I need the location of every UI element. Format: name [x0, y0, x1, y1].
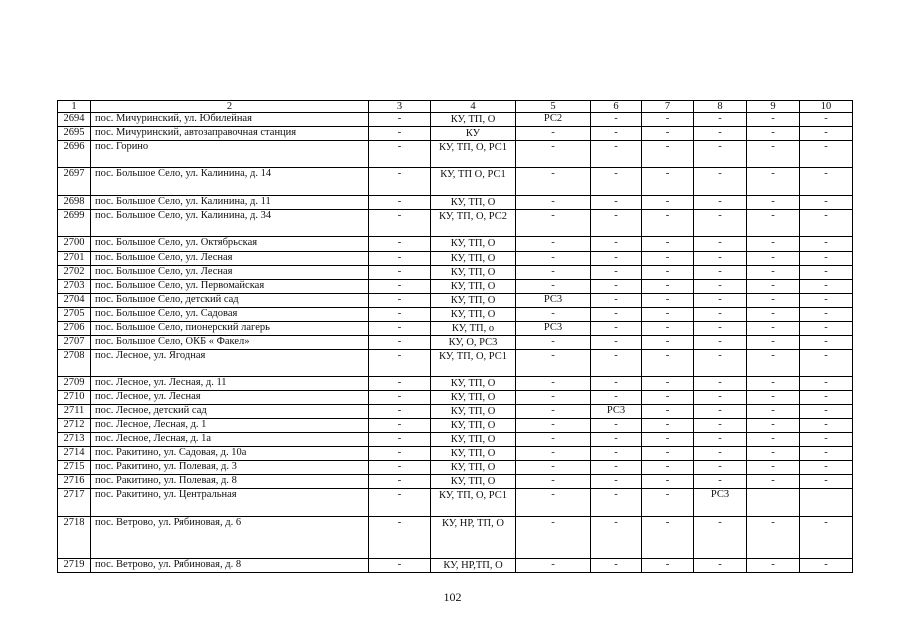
table-cell-col2: пос. Лесное, ул. Лесная: [91, 391, 369, 405]
table-cell-col5: -: [516, 196, 591, 210]
table-cell-col4: КУ, О, РС3: [431, 336, 516, 350]
table-cell-col10: -: [800, 141, 853, 168]
table-cell-col7: -: [642, 391, 694, 405]
table-row: [58, 196, 853, 210]
table-cell-col9: -: [747, 294, 800, 308]
table-cell-col7: -: [642, 447, 694, 461]
table-cell-col2: пос. Лесное, Лесная, д. 1: [91, 419, 369, 433]
table-row: [58, 141, 853, 168]
table-row: [58, 350, 853, 377]
table-cell-col8: -: [694, 336, 747, 350]
table-cell-col10: -: [800, 266, 853, 280]
table-cell-col4: КУ, ТП, О: [431, 196, 516, 210]
table-cell-col8: -: [694, 308, 747, 322]
table-cell-col2: пос. Большое Село, ул. Садовая: [91, 308, 369, 322]
table-row: [58, 475, 853, 489]
table-cell-col1: 2713: [58, 433, 91, 447]
table-cell-col9: -: [747, 517, 800, 559]
table-cell-col3: -: [369, 350, 431, 377]
table-cell-col10: -: [800, 475, 853, 489]
table-cell-col9: -: [747, 461, 800, 475]
table-cell-col2: пос. Большое Село, ул. Лесная: [91, 266, 369, 280]
table-cell-col5: РС3: [516, 322, 591, 336]
table-cell-col4: КУ, ТП, о: [431, 322, 516, 336]
table-cell-col1: 2707: [58, 336, 91, 350]
table-cell-col2: пос. Большое Село, ул. Калинина, д. 11: [91, 196, 369, 210]
table-cell-col2: пос. Большое Село, ОКБ « Факел»: [91, 336, 369, 350]
table-cell-col3: -: [369, 391, 431, 405]
table-cell-col3: -: [369, 336, 431, 350]
table-cell-col8: РС3: [694, 489, 747, 517]
table-cell-col2: пос. Ветрово, ул. Рябиновая, д. 8: [91, 559, 369, 573]
table-cell-col4: КУ, ТП, О: [431, 294, 516, 308]
table-cell-col2: пос. Лесное, ул. Лесная, д. 11: [91, 377, 369, 391]
table-cell-col3: -: [369, 322, 431, 336]
table-cell-col9: -: [747, 252, 800, 266]
table-cell-col10: -: [800, 127, 853, 141]
table-cell-col10: -: [800, 113, 853, 127]
table-cell-col1: 2697: [58, 168, 91, 196]
table-cell-col7: -: [642, 350, 694, 377]
table-cell-col1: 2702: [58, 266, 91, 280]
table-cell-col1: 2705: [58, 308, 91, 322]
table-cell-col1: 2719: [58, 559, 91, 573]
table-cell-col8: -: [694, 461, 747, 475]
table-cell-col1: 2704: [58, 294, 91, 308]
table-cell-col2: пос. Лесное, детский сад: [91, 405, 369, 419]
table-cell-col3: -: [369, 405, 431, 419]
column-header-10: 10: [800, 101, 853, 113]
table-cell-col1: 2694: [58, 113, 91, 127]
table-cell-col6: -: [591, 308, 642, 322]
table-row: [58, 433, 853, 447]
table-cell-col7: -: [642, 461, 694, 475]
table-cell-col7: -: [642, 252, 694, 266]
table-cell-col8: -: [694, 127, 747, 141]
table-cell-col10: -: [800, 377, 853, 391]
table-cell-col7: -: [642, 475, 694, 489]
table-cell-col8: -: [694, 377, 747, 391]
table-cell-col8: -: [694, 517, 747, 559]
table-cell-col2: пос. Большое Село, ул. Первомайская: [91, 280, 369, 294]
table-cell-col2: пос. Ветрово, ул. Рябиновая, д. 6: [91, 517, 369, 559]
table-cell-col6: -: [591, 559, 642, 573]
table-cell-col9: -: [747, 280, 800, 294]
table-cell-col10: -: [800, 237, 853, 252]
table-cell-col2: пос. Мичуринский, автозаправочная станция: [91, 127, 369, 141]
table-cell-col6: -: [591, 461, 642, 475]
table-cell-col7: -: [642, 322, 694, 336]
table-cell-col3: -: [369, 113, 431, 127]
table-cell-col4: КУ, ТП, О: [431, 461, 516, 475]
table-cell-col10: [800, 489, 853, 517]
table-cell-col8: -: [694, 252, 747, 266]
table-row: [58, 461, 853, 475]
table-row: [58, 237, 853, 252]
table-cell-col8: -: [694, 405, 747, 419]
table-cell-col6: -: [591, 391, 642, 405]
table-cell-col10: -: [800, 252, 853, 266]
column-header-4: 4: [431, 101, 516, 113]
table-row: [58, 336, 853, 350]
table-cell-col9: -: [747, 237, 800, 252]
table-cell-col10: -: [800, 391, 853, 405]
table-cell-col4: КУ, НР, ТП, О: [431, 517, 516, 559]
table-cell-col8: -: [694, 322, 747, 336]
table-cell-col6: -: [591, 517, 642, 559]
table-cell-col5: -: [516, 419, 591, 433]
table-cell-col2: пос. Ракитино, ул. Садовая, д. 10а: [91, 447, 369, 461]
table-cell-col5: -: [516, 336, 591, 350]
table-cell-col4: КУ, ТП, О, РС1: [431, 141, 516, 168]
table-cell-col3: -: [369, 475, 431, 489]
table-cell-col1: 2715: [58, 461, 91, 475]
table-cell-col9: -: [747, 559, 800, 573]
table-cell-col4: КУ, ТП, О: [431, 405, 516, 419]
table-cell-col6: -: [591, 447, 642, 461]
table-cell-col10: -: [800, 433, 853, 447]
table-cell-col3: -: [369, 447, 431, 461]
table-cell-col8: -: [694, 210, 747, 237]
table-cell-col4: КУ, ТП, О: [431, 447, 516, 461]
table-cell-col9: -: [747, 419, 800, 433]
table-row: [58, 294, 853, 308]
table-cell-col3: -: [369, 266, 431, 280]
table-cell-col10: -: [800, 308, 853, 322]
table-cell-col6: -: [591, 168, 642, 196]
table-cell-col7: -: [642, 168, 694, 196]
table-cell-col9: -: [747, 322, 800, 336]
table-cell-col6: -: [591, 433, 642, 447]
table-cell-col5: -: [516, 391, 591, 405]
table-cell-col9: -: [747, 210, 800, 237]
table-cell-col7: -: [642, 294, 694, 308]
table-cell-col6: -: [591, 377, 642, 391]
table-cell-col4: КУ, ТП, О: [431, 237, 516, 252]
table-cell-col4: КУ, ТП, О, РС1: [431, 489, 516, 517]
table-cell-col7: -: [642, 127, 694, 141]
table-cell-col9: -: [747, 196, 800, 210]
table-cell-col8: -: [694, 237, 747, 252]
table-cell-col7: -: [642, 559, 694, 573]
table-cell-col7: -: [642, 517, 694, 559]
table-row: [58, 127, 853, 141]
table-cell-col7: -: [642, 113, 694, 127]
table-cell-col8: -: [694, 294, 747, 308]
table-cell-col1: 2709: [58, 377, 91, 391]
table-row: [58, 308, 853, 322]
table-cell-col8: -: [694, 113, 747, 127]
table-cell-col2: пос. Большое Село, ул. Октябрьская: [91, 237, 369, 252]
table-cell-col5: -: [516, 127, 591, 141]
table-cell-col3: -: [369, 141, 431, 168]
table-cell-col7: -: [642, 433, 694, 447]
column-header-8: 8: [694, 101, 747, 113]
table-cell-col3: -: [369, 308, 431, 322]
table-cell-col5: -: [516, 461, 591, 475]
table-cell-col9: -: [747, 266, 800, 280]
table-cell-col4: КУ: [431, 127, 516, 141]
table-cell-col1: 2718: [58, 517, 91, 559]
table-cell-col10: -: [800, 461, 853, 475]
column-header-6: 6: [591, 101, 642, 113]
table-cell-col3: -: [369, 252, 431, 266]
table-cell-col6: -: [591, 489, 642, 517]
table-cell-col4: КУ, НР,ТП, О: [431, 559, 516, 573]
table-cell-col8: -: [694, 419, 747, 433]
table-row: [58, 252, 853, 266]
table-row: [58, 517, 853, 559]
table-cell-col7: -: [642, 196, 694, 210]
table-row: [58, 266, 853, 280]
table-cell-col2: пос. Большое Село, детский сад: [91, 294, 369, 308]
table-cell-col6: -: [591, 294, 642, 308]
table-cell-col7: -: [642, 377, 694, 391]
table-cell-col10: -: [800, 210, 853, 237]
table-cell-col10: -: [800, 350, 853, 377]
table-cell-col4: КУ, ТП, О: [431, 113, 516, 127]
table-row: [58, 405, 853, 419]
table-cell-col8: -: [694, 350, 747, 377]
table-cell-col9: -: [747, 405, 800, 419]
table-cell-col7: -: [642, 336, 694, 350]
table-cell-col5: -: [516, 280, 591, 294]
table-cell-col9: -: [747, 475, 800, 489]
table-cell-col5: -: [516, 489, 591, 517]
table-cell-col5: РС3: [516, 294, 591, 308]
table-row: [58, 559, 853, 573]
table-cell-col10: -: [800, 336, 853, 350]
table-cell-col5: -: [516, 252, 591, 266]
table-cell-col5: -: [516, 377, 591, 391]
table-cell-col5: -: [516, 405, 591, 419]
table-cell-col3: -: [369, 294, 431, 308]
table-cell-col4: КУ, ТП, О: [431, 391, 516, 405]
table-cell-col5: -: [516, 350, 591, 377]
table-cell-col8: -: [694, 168, 747, 196]
table-cell-col7: -: [642, 405, 694, 419]
table-cell-col1: 2711: [58, 405, 91, 419]
table-cell-col2: пос. Большое Село, ул. Лесная: [91, 252, 369, 266]
table-cell-col6: -: [591, 113, 642, 127]
table-cell-col6: -: [591, 127, 642, 141]
table-cell-col10: -: [800, 168, 853, 196]
table-cell-col2: пос. Горино: [91, 141, 369, 168]
table-cell-col6: РС3: [591, 405, 642, 419]
table-cell-col8: -: [694, 475, 747, 489]
table-cell-col3: -: [369, 127, 431, 141]
data-table: [57, 100, 853, 573]
table-cell-col2: пос. Большое Село, пионерский лагерь: [91, 322, 369, 336]
table-cell-col4: КУ, ТП, О: [431, 433, 516, 447]
column-header-2: 2: [91, 101, 369, 113]
table-cell-col9: -: [747, 433, 800, 447]
column-header-7: 7: [642, 101, 694, 113]
table-cell-col3: -: [369, 237, 431, 252]
table-row: [58, 210, 853, 237]
table-cell-col7: -: [642, 308, 694, 322]
table-cell-col5: -: [516, 266, 591, 280]
table-cell-col2: пос. Ракитино, ул. Полевая, д. 3: [91, 461, 369, 475]
table-cell-col3: -: [369, 168, 431, 196]
table-cell-col3: -: [369, 559, 431, 573]
table-cell-col6: -: [591, 141, 642, 168]
table-row: [58, 419, 853, 433]
table-cell-col9: -: [747, 168, 800, 196]
table-cell-col4: КУ, ТП, О: [431, 308, 516, 322]
table-cell-col1: 2717: [58, 489, 91, 517]
table-cell-col8: -: [694, 391, 747, 405]
table-row: [58, 168, 853, 196]
table-cell-col5: -: [516, 433, 591, 447]
table-cell-col10: -: [800, 405, 853, 419]
table-cell-col2: пос. Большое Село, ул. Калинина, д. 14: [91, 168, 369, 196]
table-cell-col8: -: [694, 447, 747, 461]
table-cell-col10: -: [800, 322, 853, 336]
table-cell-col5: -: [516, 168, 591, 196]
table-cell-col1: 2701: [58, 252, 91, 266]
table-cell-col8: -: [694, 141, 747, 168]
table-cell-col1: 2710: [58, 391, 91, 405]
table-row: [58, 391, 853, 405]
table-cell-col4: КУ, ТП О, РС1: [431, 168, 516, 196]
table-cell-col10: -: [800, 559, 853, 573]
table-cell-col5: -: [516, 210, 591, 237]
table-cell-col5: РС2: [516, 113, 591, 127]
table-cell-col10: -: [800, 294, 853, 308]
column-header-5: 5: [516, 101, 591, 113]
column-header-1: 1: [58, 101, 91, 113]
table-cell-col6: -: [591, 266, 642, 280]
table-cell-col3: -: [369, 196, 431, 210]
table-cell-col9: -: [747, 391, 800, 405]
table-cell-col7: -: [642, 237, 694, 252]
table-cell-col4: КУ, ТП, О: [431, 266, 516, 280]
table-cell-col4: КУ, ТП, О: [431, 252, 516, 266]
table-cell-col9: -: [747, 336, 800, 350]
table-cell-col4: КУ, ТП, О: [431, 377, 516, 391]
table-cell-col9: -: [747, 127, 800, 141]
table-cell-col1: 2696: [58, 141, 91, 168]
table-cell-col6: -: [591, 322, 642, 336]
table-row: [58, 377, 853, 391]
table-cell-col9: -: [747, 308, 800, 322]
table-cell-col9: -: [747, 350, 800, 377]
table-cell-col3: -: [369, 517, 431, 559]
table-cell-col1: 2698: [58, 196, 91, 210]
table-cell-col3: -: [369, 489, 431, 517]
table-cell-col5: -: [516, 447, 591, 461]
table-cell-col8: -: [694, 266, 747, 280]
table-row: [58, 447, 853, 461]
table-cell-col10: -: [800, 419, 853, 433]
table-cell-col3: -: [369, 377, 431, 391]
table-cell-col8: -: [694, 280, 747, 294]
table-cell-col9: [747, 489, 800, 517]
table-cell-col2: пос. Мичуринский, ул. Юбилейная: [91, 113, 369, 127]
table-cell-col6: -: [591, 210, 642, 237]
table-cell-col2: пос. Большое Село, ул. Калинина, д. 34: [91, 210, 369, 237]
table-cell-col10: -: [800, 447, 853, 461]
table-cell-col4: КУ, ТП, О, РС2: [431, 210, 516, 237]
table-cell-col2: пос. Лесное, ул. Ягодная: [91, 350, 369, 377]
table-cell-col8: -: [694, 559, 747, 573]
table-cell-col10: -: [800, 196, 853, 210]
table-cell-col8: -: [694, 196, 747, 210]
table-cell-col5: -: [516, 517, 591, 559]
table-cell-col6: -: [591, 280, 642, 294]
page-number: 102: [443, 590, 462, 604]
table-cell-col7: -: [642, 419, 694, 433]
table-cell-col7: -: [642, 489, 694, 517]
table-cell-col1: 2700: [58, 237, 91, 252]
table-cell-col1: 2712: [58, 419, 91, 433]
table-cell-col9: -: [747, 447, 800, 461]
table-cell-col1: 2695: [58, 127, 91, 141]
table-cell-col10: -: [800, 517, 853, 559]
table-cell-col2: пос. Лесное, Лесная, д. 1а: [91, 433, 369, 447]
table-cell-col6: -: [591, 350, 642, 377]
table-row: [58, 322, 853, 336]
table-cell-col3: -: [369, 433, 431, 447]
table-cell-col1: 2714: [58, 447, 91, 461]
table-cell-col2: пос. Ракитино, ул. Полевая, д. 8: [91, 475, 369, 489]
column-header-9: 9: [747, 101, 800, 113]
table-cell-col7: -: [642, 280, 694, 294]
table-cell-col10: -: [800, 280, 853, 294]
table-cell-col2: пос. Ракитино, ул. Центральная: [91, 489, 369, 517]
table-row: [58, 489, 853, 517]
table-cell-col6: -: [591, 237, 642, 252]
table-cell-col9: -: [747, 377, 800, 391]
table-cell-col3: -: [369, 419, 431, 433]
table-cell-col5: -: [516, 559, 591, 573]
table-cell-col3: -: [369, 461, 431, 475]
table-cell-col5: -: [516, 237, 591, 252]
table-row: [58, 113, 853, 127]
table-cell-col4: КУ, ТП, О: [431, 475, 516, 489]
table-cell-col6: -: [591, 475, 642, 489]
table-cell-col5: -: [516, 308, 591, 322]
table-cell-col6: -: [591, 196, 642, 210]
table-cell-col4: КУ, ТП, О: [431, 280, 516, 294]
table-cell-col5: -: [516, 141, 591, 168]
table-row: [58, 280, 853, 294]
table-cell-col6: -: [591, 419, 642, 433]
table-cell-col1: 2716: [58, 475, 91, 489]
table-cell-col7: -: [642, 266, 694, 280]
table-cell-col9: -: [747, 113, 800, 127]
table-cell-col3: -: [369, 210, 431, 237]
table-cell-col1: 2708: [58, 350, 91, 377]
table-cell-col7: -: [642, 141, 694, 168]
table-cell-col6: -: [591, 252, 642, 266]
table-cell-col4: КУ, ТП, О, РС1: [431, 350, 516, 377]
table-cell-col7: -: [642, 210, 694, 237]
table-cell-col9: -: [747, 141, 800, 168]
table-cell-col1: 2699: [58, 210, 91, 237]
table-cell-col1: 2703: [58, 280, 91, 294]
column-header-3: 3: [369, 101, 431, 113]
table-cell-col4: КУ, ТП, О: [431, 419, 516, 433]
table-cell-col5: -: [516, 475, 591, 489]
table-cell-col6: -: [591, 336, 642, 350]
table-cell-col8: -: [694, 433, 747, 447]
table-cell-col1: 2706: [58, 322, 91, 336]
table-header-row: [58, 101, 853, 113]
table-cell-col3: -: [369, 280, 431, 294]
